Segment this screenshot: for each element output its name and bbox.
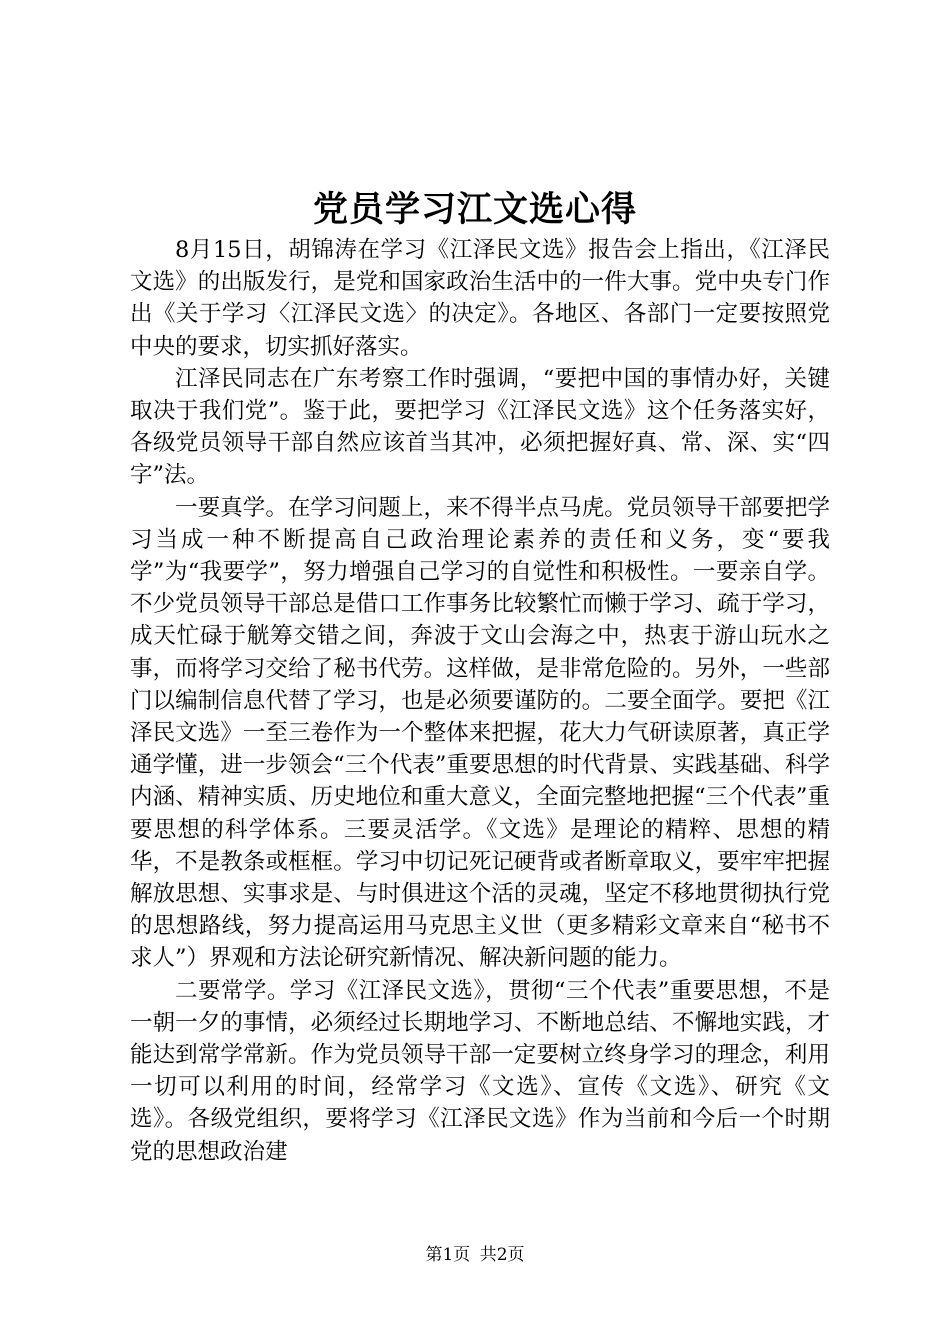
paragraph: 一要真学。在学习问题上，来不得半点马虎。党员领导干部要把学习当成一种不断提高自己政治理论素养的责任和义务，变“要我学”为“我要学”，努力增强自己学习的自觉性和积极性。一要亲自学。不少党员领导干部总是借口工作事务比较繁忙而懒于学习、疏于学习，成天忙碌于觥筹交错之间，奔波于文山会海之中，热衷于游山玩水之事，而将学习交给了秘书代劳。这样做，是非常危险的。另外，一些部门以编制信息代替了学习，也是必须要谨防的。二要全面学。要把《江泽民文选》一至三卷作为一个整体来把握，花大力气研读原著，真正学通学懂，进一步领会“三个代表”重要思想的时代背景、实践基础、科学内涵、精神实质、历史地位和重大意义，全面完整地把握“三个代表”重要思想的科学体系。三要灵活学。《文选》是理论的精粹、思想的精华，不是教条或框框。学习中切记死记硬背或者断章取义，要牢牢把握解放思想、实事求是、与时俱进这个活的灵魂，坚定不移地贯彻执行党的思想路线，努力提高运用马克思主义世（更多精彩文章来自“秘书不求人”）界观和方法论研究新情况、解决新问题的能力。 — [130, 494, 830, 972]
paragraph: 江泽民同志在广东考察工作时强调，“要把中国的事情办好，关键取决于我们党”。鉴于此，要把学习《江泽民文选》这个任务落实好，各级党员领导干部自然应该首当其冲，必须把握好真、常、深、实“四字”法。 — [130, 365, 830, 489]
paragraph: 8月15日，胡锦涛在学习《江泽民文选》报告会上指出，《江泽民文选》的出版发行，是党和国家政治生活中的一件大事。党中央专门作出《关于学习〈江泽民文选〉的决定》。各地区、各部门一定要按照党中央的要求，切实抓好落实。 — [130, 237, 830, 360]
page-footer — [0, 1243, 950, 1267]
document-title: 党员学习江文选心得 — [312, 189, 637, 230]
page-number: 第1页 — [425, 1245, 471, 1265]
paragraph: 二要常学。学习《江泽民文选》，贯彻“三个代表”重要思想，不是一朝一夕的事情，必须经过长期地学习、不断地总结、不懈地实践，才能达到常学常新。作为党员领导干部一定要树立终身学习的理念，利用一切可以利用的时间，经常学习《文选》、宣传《文选》、研究《文选》。各级党组织，要将学习《江泽民文选》作为当前和今后一个时期党的思想政治建 — [130, 977, 830, 1165]
page-total: 共2页 — [479, 1245, 525, 1265]
document-body — [130, 234, 830, 1168]
